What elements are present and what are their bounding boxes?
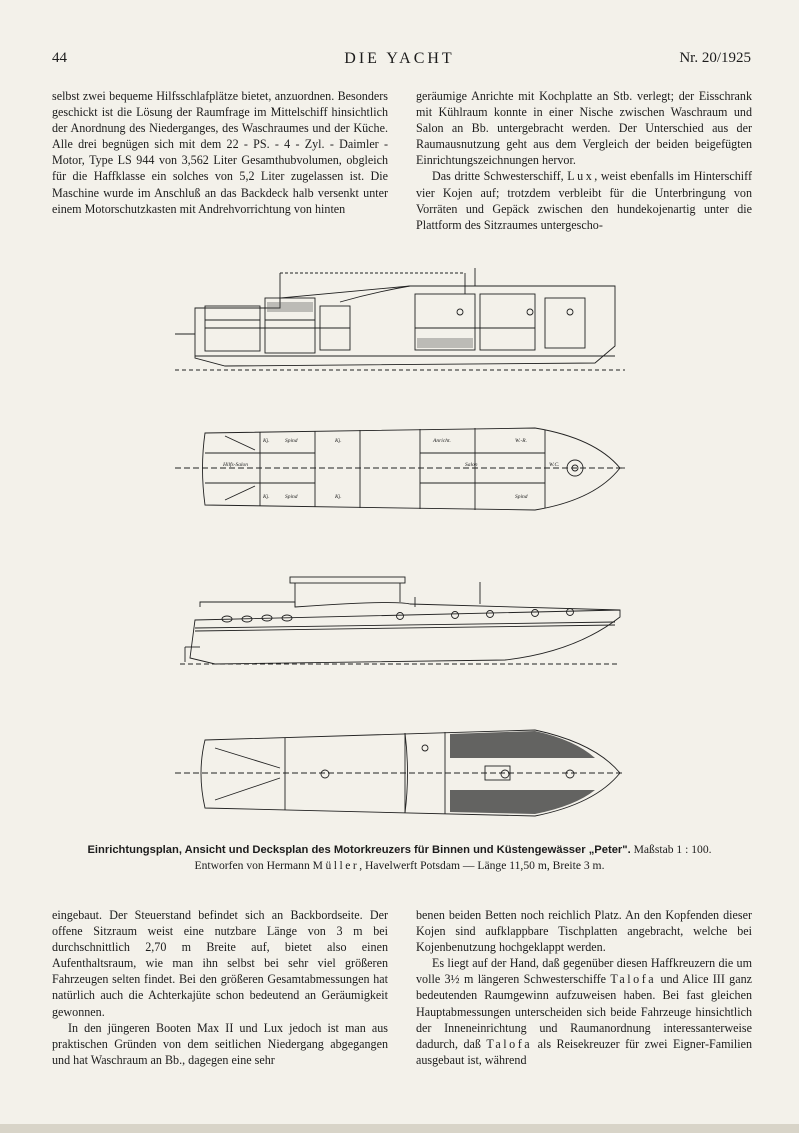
page-edge [0, 1124, 799, 1133]
plan-label: Spind [515, 494, 528, 500]
page-number: 44 [52, 50, 67, 66]
paragraph: Das dritte Schwesterschiff, Lux, weist ebenfalls im Hinterschiff vier Kojen auf; trotzdem verbleibt für die Unterbringung von Vorräten und Gepäck zwischen den hundekojenartig unter die Plattform des Sitzraumes untergescho- [416, 169, 752, 232]
ship-name-lux: Lux [567, 169, 595, 184]
plan-label: Kj. [263, 438, 270, 444]
side-elevation-drawing [175, 572, 625, 667]
plan-label: W.-R. [515, 438, 528, 444]
plan-label: Hilfs-Salon [223, 462, 249, 468]
interior-plan-drawing [175, 418, 625, 523]
caption-title: Einrichtungsplan, Ansicht und Decksplan des Motorkreuzers für Binnen und Küstengewässer „Peter". [87, 844, 631, 856]
top-right-column [416, 88, 752, 233]
paragraph: eingebaut. Der Steuerstand befindet sich an Backbordseite. Der offene Sitzraum weist eine nutzbare Länge von 3 m bei durchschnittlich 2,70 m Breite auf, bietet also einen Aufenthaltsraum, wie man ihn selbst bei sehr viel größeren Fahrzeugen selten findet. Bei den größeren Gesamtabmessungen hat natürlich auch die Achterkajüte schon bedeutend an Geräumigkeit gewonnen. [52, 908, 388, 1019]
issue-number: Nr. 20/1925 [679, 50, 751, 66]
plan-label: Kj. [263, 494, 270, 500]
caption-line-2: Entworfen von Hermann Müller, Havelwerft Potsdam — Länge 11,50 m, Breite 3 m. [194, 859, 605, 872]
ship-name-talofa: Talofa [486, 1036, 533, 1051]
paragraph: geräumige Anrichte mit Kochplatte an Stb. verlegt; der Eisschrank mit Kühlraum konnte in einer Nische zwischen Waschraum und Salon an Bb. untergebracht werden. Der Unterschied aus der Raumausnutzung geht aus dem Vergleich der beiden beigefügten Einrichtungszeichnungen hervor. [416, 89, 752, 168]
ship-name-talofa: Talofa [610, 972, 657, 987]
paragraph: benen beiden Betten noch reichlich Platz. An den Kopfenden dieser Kojen sind aufklappbare Tischplatten angebracht, welche bei Kojenbenutzung hochgeklappt werden. [416, 908, 752, 955]
paragraph: selbst zwei bequeme Hilfsschlafplätze bietet, anzuordnen. Besonders geschickt ist die Lösung der Raumfrage im Mittelschiff hinsichtlich der Anordnung des Niederganges, des Waschraumes und der Küche. Alle drei begnügen sich mit dem 22 - PS. - 4 - Zyl. - Daimler - Motor, Type LS 944 von 3,562 Liter Gesamthubvolumen, obgleich für die Haffklasse ein solches von 5,2 Liter zugelassen ist. Die Maschine wurde im Anschluß an das Backdeck halb versenkt unter einem Motorschutzkasten mit Andrehvorrichtung von hinten [52, 89, 388, 216]
journal-title: DIE YACHT [344, 50, 455, 67]
bottom-left-column [52, 907, 388, 1068]
paragraph: Es liegt auf der Hand, daß gegenüber diesen Haffkreuzern die um volle 3½ m längeren Schwesterschiffe Talofa und Alice III ganz bedeutenden Raumgewinn aufzuweisen haben. Bei fast gleichen Hauptabmessungen unterscheiden sich beide Fahrzeuge hinsichtlich der Inneneinrichtung und Raumanordnung interessanterweise dadurch, daß Talofa als Reisekreuzer für zwei Eigner-Familien ausgebaut ist, während [416, 956, 753, 1067]
plan-label: Anricht. [433, 438, 451, 444]
longitudinal-section-drawing [175, 258, 625, 383]
top-left-column [52, 88, 388, 217]
plan-label: Kj. [335, 438, 342, 444]
plan-label: Salon [465, 462, 478, 468]
plan-label: W.C. [549, 462, 560, 468]
deck-plan-drawing [175, 718, 625, 826]
caption-line-1 [40, 842, 759, 858]
designer-name: Müller [312, 859, 360, 872]
caption-scale: Maßstab 1 : 100. [630, 843, 712, 856]
plan-label: Spind [285, 494, 298, 500]
figure-caption [40, 842, 759, 874]
paragraph: In den jüngeren Booten Max II und Lux jedoch ist man aus praktischen Gründen von dem seitlichen Niedergang abgegangen und hat Waschraum an Bb., dagegen eine sehr [52, 1020, 388, 1067]
plan-label: Spind [285, 438, 298, 444]
bottom-right-column [416, 907, 752, 1068]
plan-label: Kj. [335, 494, 342, 500]
